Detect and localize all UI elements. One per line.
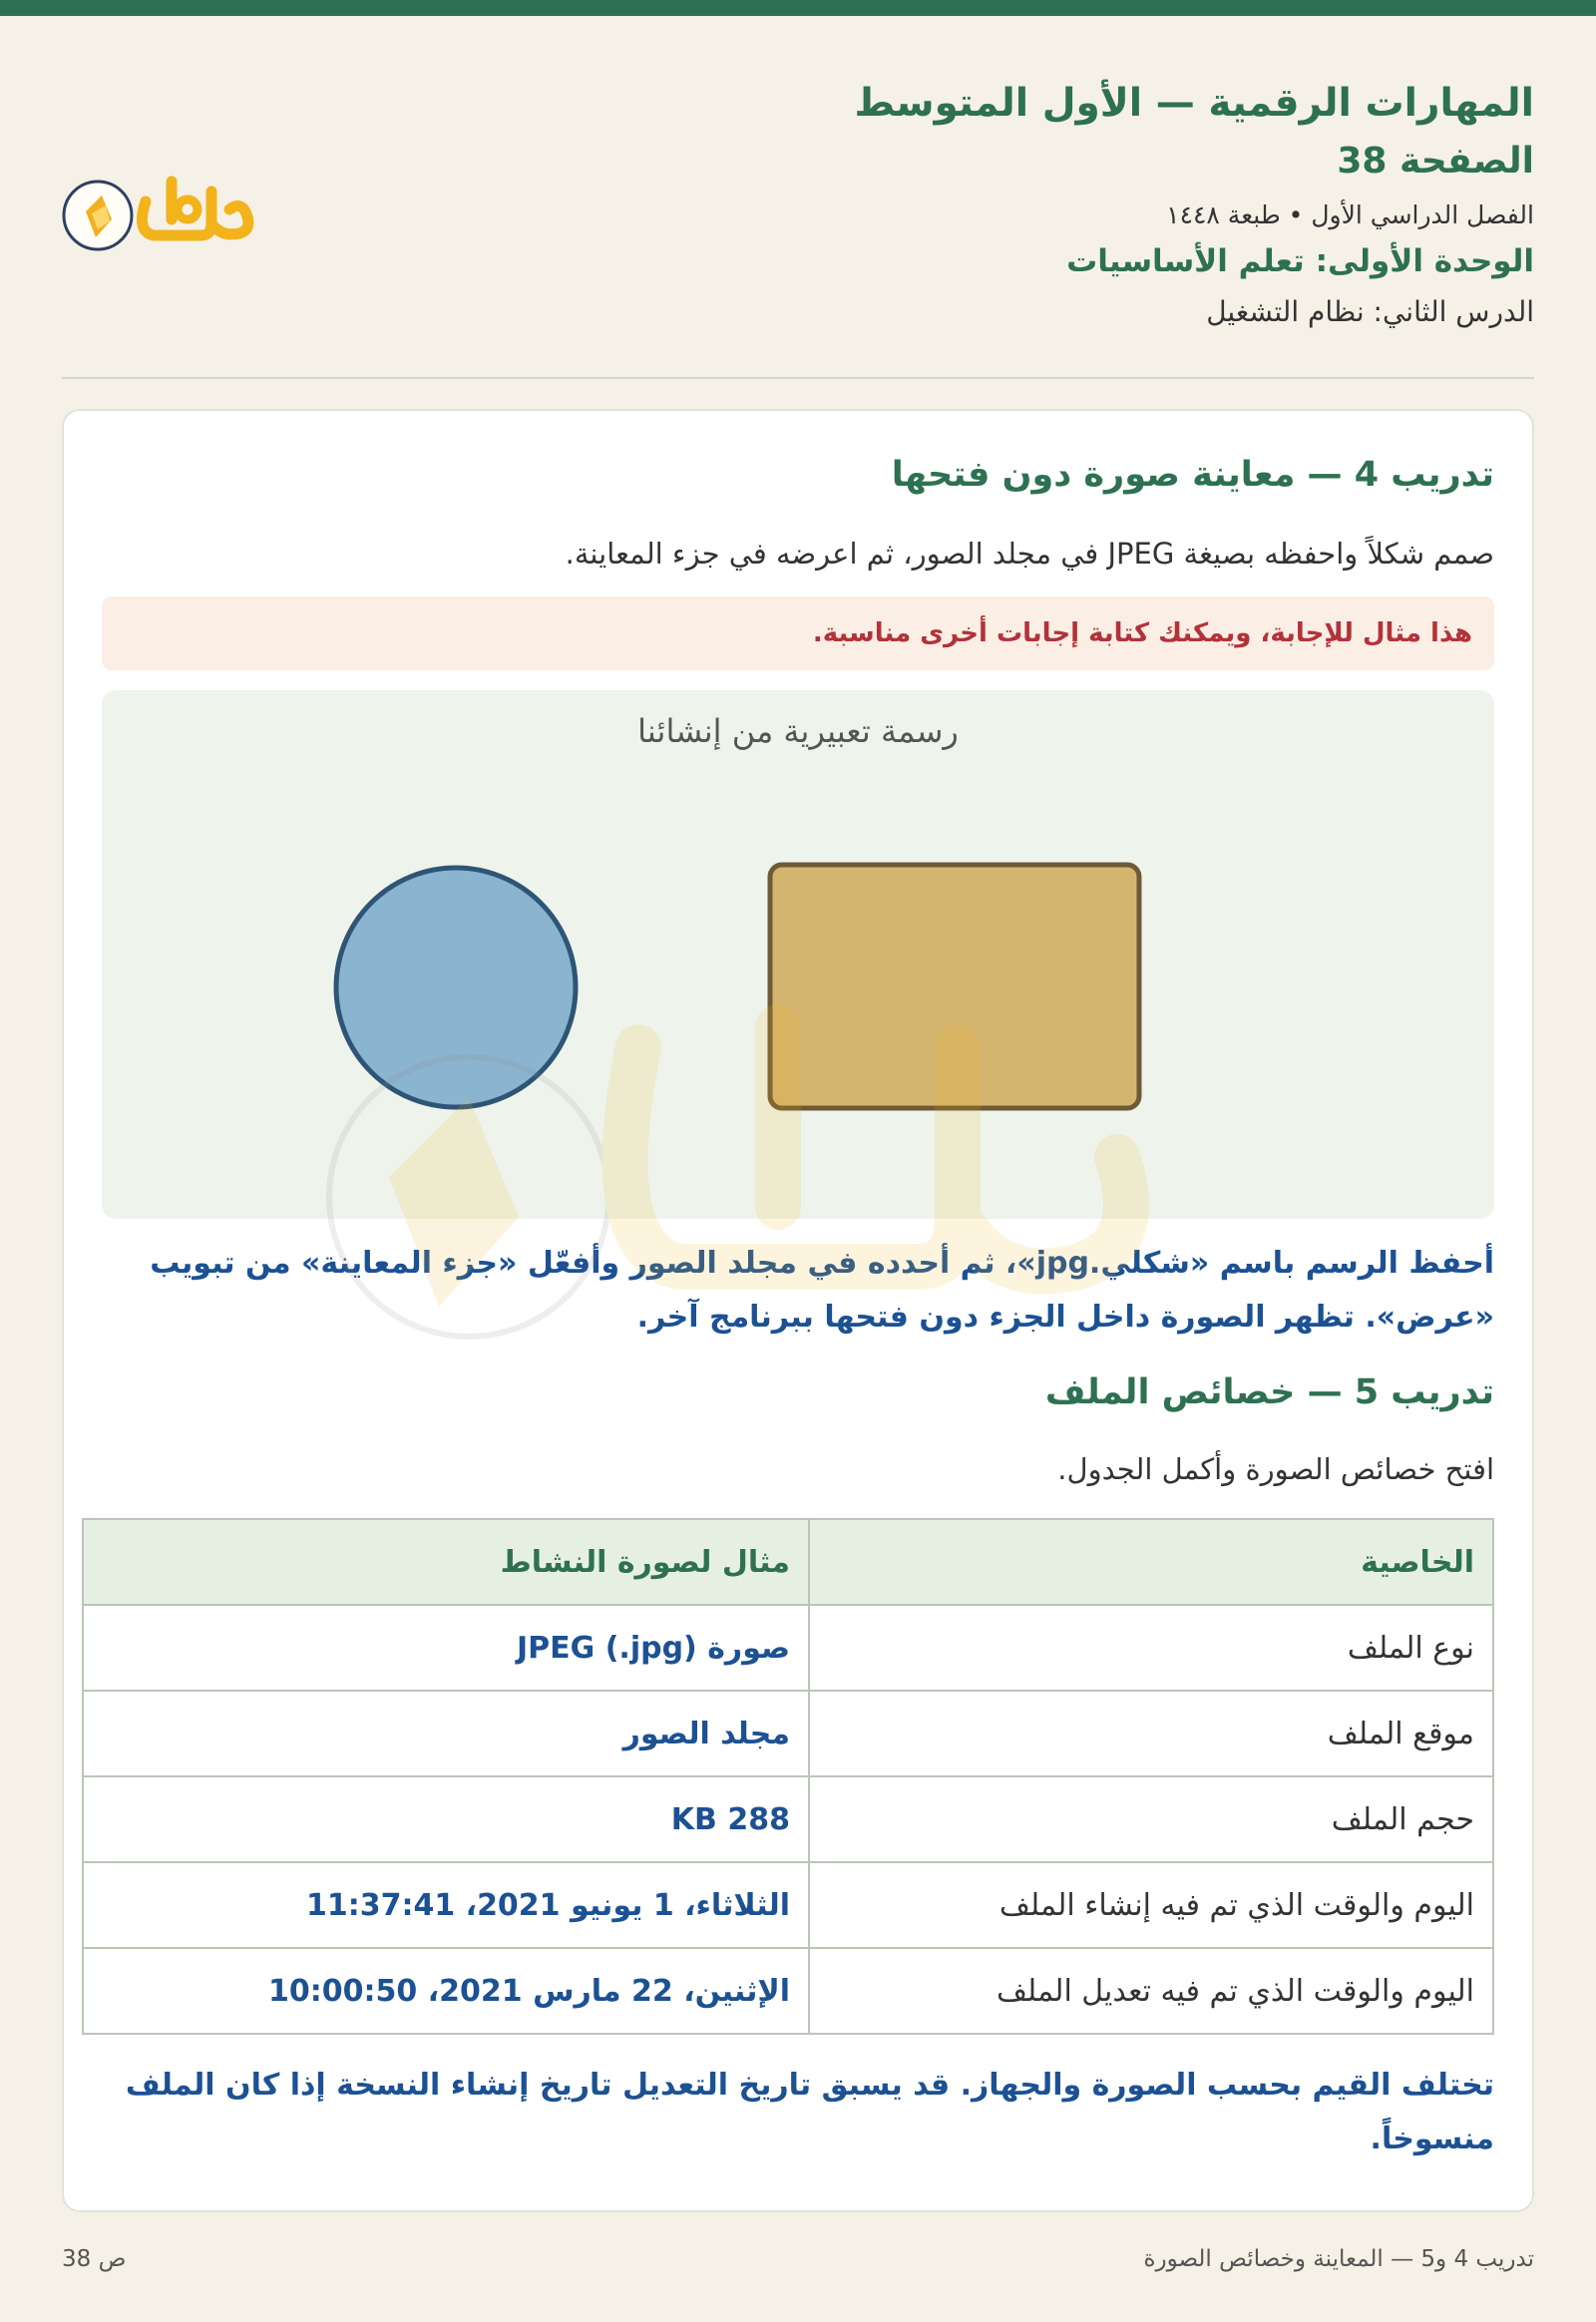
drawn-circle — [336, 868, 576, 1107]
exercise4-answer: أحفظ الرسم باسم «شكلي.jpg»، ثم أحدده في مجلد الصور وأفعّل «جزء المعاينة» من تبويب «عرض». تظهر الصورة داخل الجزء دون فتحها ببرنامج آخر. — [150, 1246, 1494, 1335]
property-cell: نوع الملف — [809, 1605, 1493, 1691]
unit-title: الوحدة الأولى: تعلم الأساسيات — [1066, 243, 1534, 279]
drawing-canvas — [102, 690, 1514, 1219]
sample-answer-note: هذا مثال للإجابة، ويمكنك كتابة إجابات أخرى مناسبة. — [102, 596, 1494, 670]
property-cell: حجم الملف — [809, 1776, 1493, 1862]
header-example: مثال لصورة النشاط — [83, 1519, 809, 1605]
content-card — [62, 409, 1534, 2212]
exercise5-answer: تختلف القيم بحسب الصورة والجهاز. قد يسبق تاريخ التعديل تاريخ إنشاء النسخة إذا كان الملف منسوخاً. — [125, 2068, 1494, 2156]
table-row — [83, 1948, 1493, 2034]
table-header-row — [83, 1519, 1493, 1605]
exercise5-title: تدريب 5 — خصائص الملف — [1044, 1372, 1494, 1412]
table-row — [83, 1776, 1493, 1862]
value-cell: صورة JPEG (.jpg) — [83, 1605, 809, 1691]
property-cell: موقع الملف — [809, 1691, 1493, 1776]
edition-info: الفصل الدراسي الأول • طبعة ١٤٤٨ — [1166, 200, 1534, 229]
page-number-title: الصفحة 38 — [1337, 141, 1534, 182]
table-row — [83, 1691, 1493, 1776]
lesson-title: الدرس الثاني: نظام التشغيل — [1206, 295, 1534, 328]
page-header — [62, 76, 1534, 375]
footer-section-label: تدريب 4 و5 — المعاينة وخصائص الصورة — [1143, 2246, 1534, 2272]
drawing-area — [102, 690, 1494, 1219]
exercise5-instruction: افتح خصائص الصورة وأكمل الجدول. — [1057, 1452, 1494, 1486]
value-cell: الإثنين، 22 مارس 2021، 10:00:50 — [83, 1948, 809, 2034]
table-row — [83, 1605, 1493, 1691]
value-cell: مجلد الصور — [83, 1691, 809, 1776]
table-row — [83, 1862, 1493, 1948]
file-properties-table — [82, 1518, 1494, 2035]
header-property: الخاصية — [809, 1519, 1493, 1605]
header-divider — [62, 377, 1534, 379]
drawn-rectangle — [770, 865, 1139, 1108]
drawing-caption: رسمة تعبيرية من إنشائنا — [637, 712, 959, 750]
property-cell: اليوم والوقت الذي تم فيه إنشاء الملف — [809, 1862, 1493, 1948]
exercise4-instruction: صمم شكلاً واحفظه بصيغة JPEG في مجلد الصور، ثم اعرضه في جزء المعاينة. — [565, 537, 1494, 571]
top-accent-bar — [0, 0, 1596, 16]
property-cell: اليوم والوقت الذي تم فيه تعديل الملف — [809, 1948, 1493, 2034]
book-title: المهارات الرقمية — الأول المتوسط — [854, 81, 1534, 126]
value-cell: الثلاثاء، 1 يونيو 2021، 11:37:41 — [83, 1862, 809, 1948]
value-cell: 288 KB — [83, 1776, 809, 1862]
exercise4-title: تدريب 4 — معاينة صورة دون فتحها — [891, 455, 1494, 495]
footer-page-number: ص 38 — [62, 2246, 127, 2272]
hulul-logo — [62, 162, 281, 251]
